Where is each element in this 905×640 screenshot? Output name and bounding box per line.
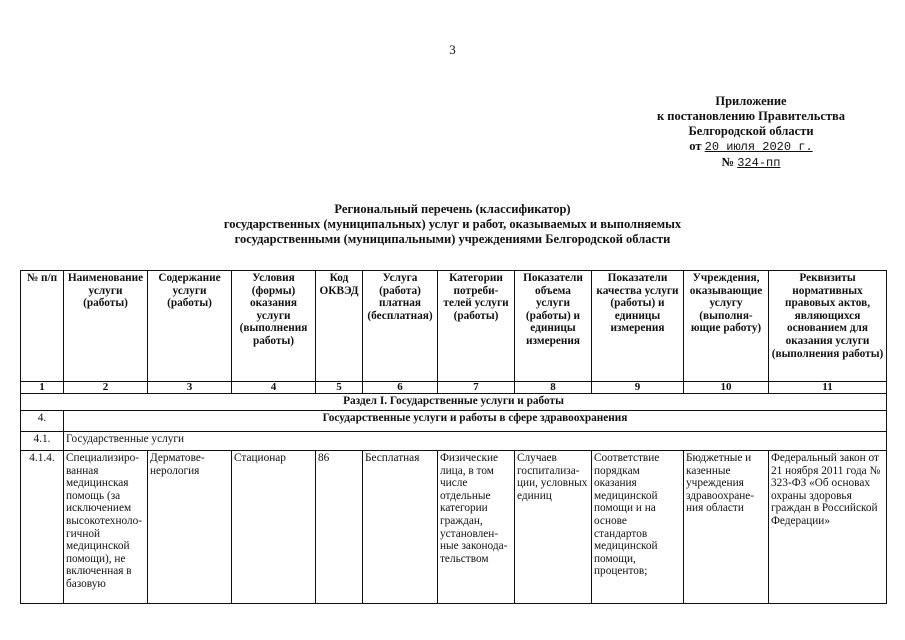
header-service-content: Содержание услуги (работы) xyxy=(148,271,232,382)
row-service-content: Дерматове-нерология xyxy=(148,451,232,604)
title-line-1: Региональный перечень (классификатор) xyxy=(334,202,571,216)
row-institutions: Бюджетные и казенные учреждения здравоохране-ния области xyxy=(684,451,769,604)
row-quality-indicators: Соответствие порядкам оказания медицинской помощи и на основе стандартов медицинской помощи, процентов; xyxy=(592,451,684,604)
appendix-number xyxy=(631,155,871,171)
group-title: Государственные услуги и работы в сфере здравоохранения xyxy=(64,411,887,432)
section-title: Раздел I. Государственные услуги и работы xyxy=(21,394,887,411)
column-number: 1 xyxy=(21,382,64,394)
column-number: 10 xyxy=(684,382,769,394)
subgroup-number: 4.1. xyxy=(21,432,64,451)
document-title xyxy=(0,202,905,247)
column-number: 9 xyxy=(592,382,684,394)
row-number: 4.1.4. xyxy=(21,451,64,604)
column-number: 11 xyxy=(769,382,887,394)
appendix-date xyxy=(631,139,871,155)
row-okved: 86 xyxy=(316,451,363,604)
subgroup-title: Государственные услуги xyxy=(64,432,887,451)
title-line-2: государственных (муниципальных) услуг и работ, оказываемых и выполняемых xyxy=(223,217,682,231)
column-number: 2 xyxy=(64,382,148,394)
appendix-line-2: Белгородской области xyxy=(688,124,814,138)
appendix-title: Приложение xyxy=(715,94,787,108)
row-legal-acts: Федеральный закон от 21 ноября 2011 года № 323-ФЗ «Об основах охраны здоровья граждан в Российской Федерации» xyxy=(769,451,887,604)
appendix-block xyxy=(631,94,871,171)
appendix-date-value: 20 июля 2020 г. xyxy=(704,140,813,154)
header-paid-free: Услуга (работа) платная (бесплатная) xyxy=(363,271,438,382)
row-conditions: Стационар xyxy=(232,451,316,604)
title-line-3: государственными (муниципальными) учреждениями Белгородской области xyxy=(234,232,671,246)
header-number: № п/п xyxy=(21,271,64,382)
header-conditions: Условия (формы) оказания услуги (выполнения работы) xyxy=(232,271,316,382)
table-row xyxy=(21,451,887,604)
row-service-name: Специализиро-ванная медицинская помощь (за исключением высокотехноло-гичной медицинской помощи), не включенная в базовую xyxy=(64,451,148,604)
appendix-line-1: к постановлению Правительства xyxy=(656,109,846,123)
header-legal-acts: Реквизиты нормативных правовых актов, являющихся основанием для оказания услуги (выполнения работы) xyxy=(769,271,887,382)
header-institutions: Учреждения, оказывающие услугу (выполня-ющие работу) xyxy=(684,271,769,382)
column-number: 7 xyxy=(438,382,515,394)
column-number: 8 xyxy=(515,382,592,394)
column-number: 5 xyxy=(316,382,363,394)
column-number: 3 xyxy=(148,382,232,394)
header-quality-indicators: Показатели качества услуги (работы) и единицы измерения xyxy=(592,271,684,382)
group-number: 4. xyxy=(21,411,64,432)
services-table xyxy=(20,270,887,604)
appendix-date-prefix: от xyxy=(689,139,702,153)
header-service-name: Наименование услуги (работы) xyxy=(64,271,148,382)
page-number: 3 xyxy=(449,42,456,57)
appendix-number-prefix: № xyxy=(721,155,735,169)
appendix-number-value: 324-пп xyxy=(737,156,781,170)
row-consumer-categories: Физические лица, в том числе отдельные категории граждан, установлен-ные законода-тельством xyxy=(438,451,515,604)
row-paid-free: Бесплатная xyxy=(363,451,438,604)
row-volume-indicators: Случаев госпитализа-ции, условных единиц xyxy=(515,451,592,604)
header-consumer-categories: Категории потреби-телей услуги (работы) xyxy=(438,271,515,382)
header-volume-indicators: Показатели объема услуги (работы) и единицы измерения xyxy=(515,271,592,382)
column-number: 4 xyxy=(232,382,316,394)
column-number: 6 xyxy=(363,382,438,394)
header-okved: Код ОКВЭД xyxy=(316,271,363,382)
